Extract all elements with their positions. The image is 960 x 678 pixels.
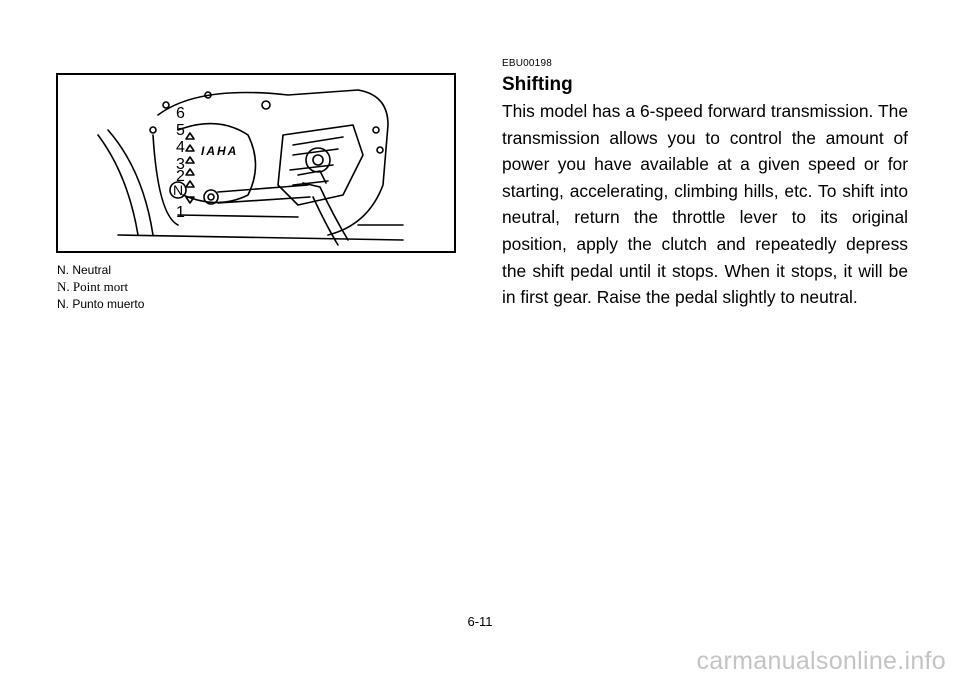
- gear-label-neutral: N: [173, 182, 184, 198]
- gear-label-5: 5: [176, 122, 185, 139]
- gear-label-1: 1: [176, 204, 185, 221]
- section-reference-code: EBU00198: [502, 58, 552, 69]
- caption-english: N. Neutral: [57, 263, 112, 277]
- brand-logo-text: IAHA: [201, 144, 239, 158]
- gear-label-3: 3: [176, 156, 185, 173]
- engine-illustration: [58, 75, 456, 253]
- watermark: carmanualsonline.info: [696, 647, 946, 675]
- gear-label-2: 2: [176, 168, 185, 185]
- caption-french: N. Point mort: [57, 279, 129, 294]
- section-heading: Shifting: [502, 74, 573, 95]
- section-body-text: This model has a 6-speed forward transmission. The transmission allows you to control the amount of power you have available at a given speed or for starting, accelerating, climbing hills, etc. To shift into neutral, return the throttle lever to its original position, apply the clutch and repeatedly depress the shift pedal until it stops. When it stops, it will be in first gear. Raise the pedal slightly to neutral.: [502, 101, 908, 308]
- gear-label-4: 4: [176, 139, 185, 156]
- caption-spanish: N. Punto muerto: [57, 297, 145, 311]
- page-number: 6-11: [467, 614, 493, 629]
- shift-pattern-figure: [56, 73, 456, 253]
- gear-label-6: 6: [176, 105, 185, 122]
